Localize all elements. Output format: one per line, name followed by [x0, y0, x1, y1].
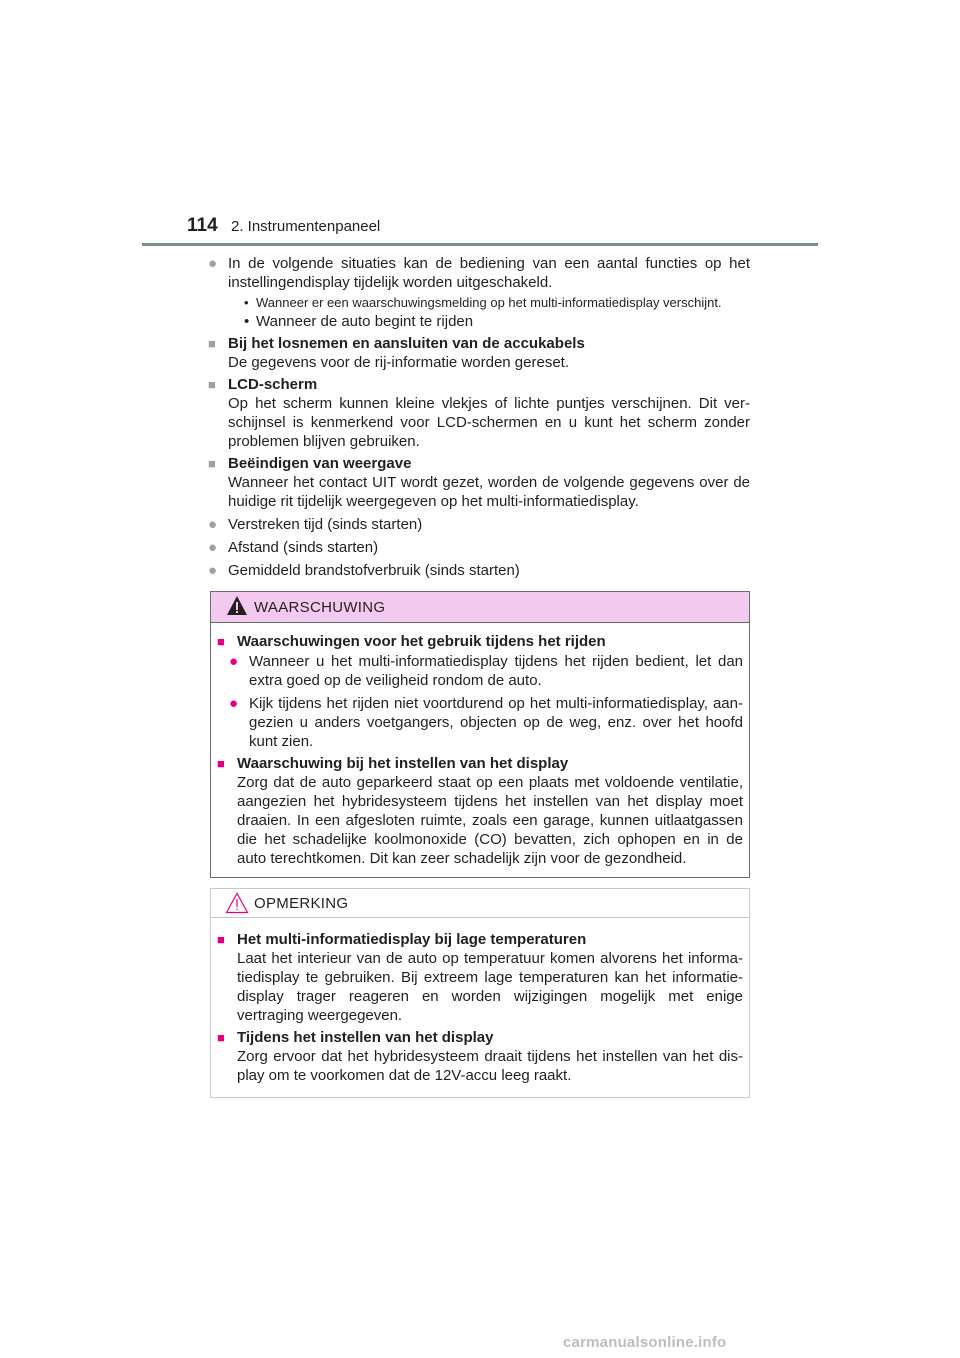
section-text: Wanneer het contact UIT wordt gezet, worden de volgende gegevens over de huidige rit tijdelijk weergegeven op het multi-informatiedisplay.: [228, 474, 750, 510]
bullet-dot-icon: ●: [208, 539, 218, 556]
warning-list-item: [217, 652, 743, 690]
list-item: [208, 515, 750, 534]
warning-title: WAARSCHUWING: [254, 599, 386, 616]
bullet-dot-icon: ●: [208, 562, 218, 579]
warning-header: [211, 592, 749, 623]
notice-title: OPMERKING: [254, 895, 349, 912]
square-bullet-icon: ■: [208, 377, 216, 392]
section-heading-text: Waarschuwingen voor het gebruik tijdens het rijden: [237, 633, 606, 650]
notice-header: [211, 889, 749, 918]
section-heading-text: LCD-scherm: [228, 376, 318, 393]
list-item: [208, 561, 750, 580]
intro-sub-item: [208, 312, 750, 331]
intro-sub-text: Wanneer er een waarschuwingsmelding op het multi-informatiedisplay verschijnt.: [256, 295, 722, 310]
square-bullet-icon: ■: [208, 456, 216, 471]
bullet-dot-icon: ●: [229, 695, 239, 712]
section-heading: [208, 334, 750, 353]
section-heading: [208, 375, 750, 394]
main-content: [208, 254, 750, 580]
list-item-text: Afstand (sinds starten): [228, 539, 379, 556]
list-item-text: Verstreken tijd (sinds starten): [228, 516, 423, 533]
notice-section-heading: [217, 1028, 743, 1047]
notice-section-text: Laat het interieur van de auto op temperatuur komen alvorens het informa-tiedisplay te gebruiken. Bij extreem lage temperaturen kan het informatie-display trager reageren en worden wijzigingen mogelijk met enige vertraging weergegeven.: [237, 950, 743, 1024]
section-heading-text: Beëindigen van weergave: [228, 455, 412, 472]
square-bullet-icon: ■: [217, 634, 225, 649]
small-bullet-icon: •: [244, 295, 249, 310]
warning-list-item: [217, 694, 743, 751]
bullet-dot-icon: ●: [208, 516, 218, 533]
warning-list-text: Kijk tijdens het rijden niet voortdurend op het multi-informatiedisplay, aan-gezien u anders voetgangers, objecten op de weg, enz. over het hoofd kunt zien.: [249, 695, 743, 750]
notice-body: [211, 918, 749, 1085]
bullet-dot-icon: ●: [229, 653, 239, 670]
warning-list-text: Wanneer u het multi-informatiedisplay tijdens het rijden bedient, let dan extra goed op de veiligheid rondom de auto.: [249, 653, 743, 689]
caution-triangle-icon: [225, 892, 249, 914]
section-heading-text: Tijdens het instellen van het display: [237, 1029, 494, 1046]
warning-section-text: Zorg dat de auto geparkeerd staat op een plaats met voldoende ventilatie, aangezien het hybridesysteem tijdens het instellen van het display moet draaien. In een afgesloten ruimte, zoals een garage, kunnen uitlaatgassen die het schadelijke koolmonoxide (CO) bevatten, zich ophopen en in de auto terechtkomen. Dit kan zeer schadelijk zijn voor de gezondheid.: [237, 774, 743, 867]
warning-section-heading: [217, 754, 743, 773]
header-divider: [142, 243, 818, 246]
warning-section-heading: [217, 632, 743, 651]
page-number: 114: [187, 215, 218, 236]
warning-box: [210, 591, 750, 878]
notice-section-heading: [217, 930, 743, 949]
watermark-text: carmanualsonline.info: [563, 1334, 727, 1351]
section-text: De gegevens voor de rij-informatie worden gereset.: [228, 354, 570, 371]
intro-sub-text: Wanneer de auto begint te rijden: [256, 313, 474, 330]
square-bullet-icon: ■: [217, 756, 225, 771]
section-heading: [208, 454, 750, 473]
notice-box: [210, 888, 750, 1098]
section-heading-text: Het multi-informatiedisplay bij lage temperaturen: [237, 931, 587, 948]
chapter-title: 2. Instrumentenpaneel: [231, 218, 381, 235]
section-heading-text: Bij het losnemen en aansluiten van de accukabels: [228, 335, 585, 352]
warning-triangle-icon: [226, 595, 248, 617]
warning-body: [211, 623, 749, 868]
intro-sub-item: [208, 294, 750, 312]
list-item-text: Gemiddeld brandstofverbruik (sinds starten): [228, 562, 520, 579]
intro-bullet-text: In de volgende situaties kan de bediening van een aantal functies op het instellingendisplay tijdelijk worden uitgeschakeld.: [228, 255, 750, 291]
section-text: Op het scherm kunnen kleine vlekjes of lichte puntjes verschijnen. Dit ver-schijnsel is kenmerkend voor LCD-schermen en u kunt het scherm zonder problemen blijven gebruiken.: [228, 395, 750, 450]
square-bullet-icon: ■: [217, 932, 225, 947]
notice-section-text: Zorg ervoor dat het hybridesysteem draait tijdens het instellen van het dis-play om te voorkomen dat de 12V-accu leeg raakt.: [237, 1048, 743, 1084]
intro-bullet: [208, 254, 750, 292]
square-bullet-icon: ■: [208, 336, 216, 351]
section-heading-text: Waarschuwing bij het instellen van het display: [237, 755, 569, 772]
small-bullet-icon: •: [244, 313, 250, 330]
square-bullet-icon: ■: [217, 1030, 225, 1045]
bullet-dot-icon: ●: [208, 255, 218, 272]
list-item: [208, 538, 750, 557]
